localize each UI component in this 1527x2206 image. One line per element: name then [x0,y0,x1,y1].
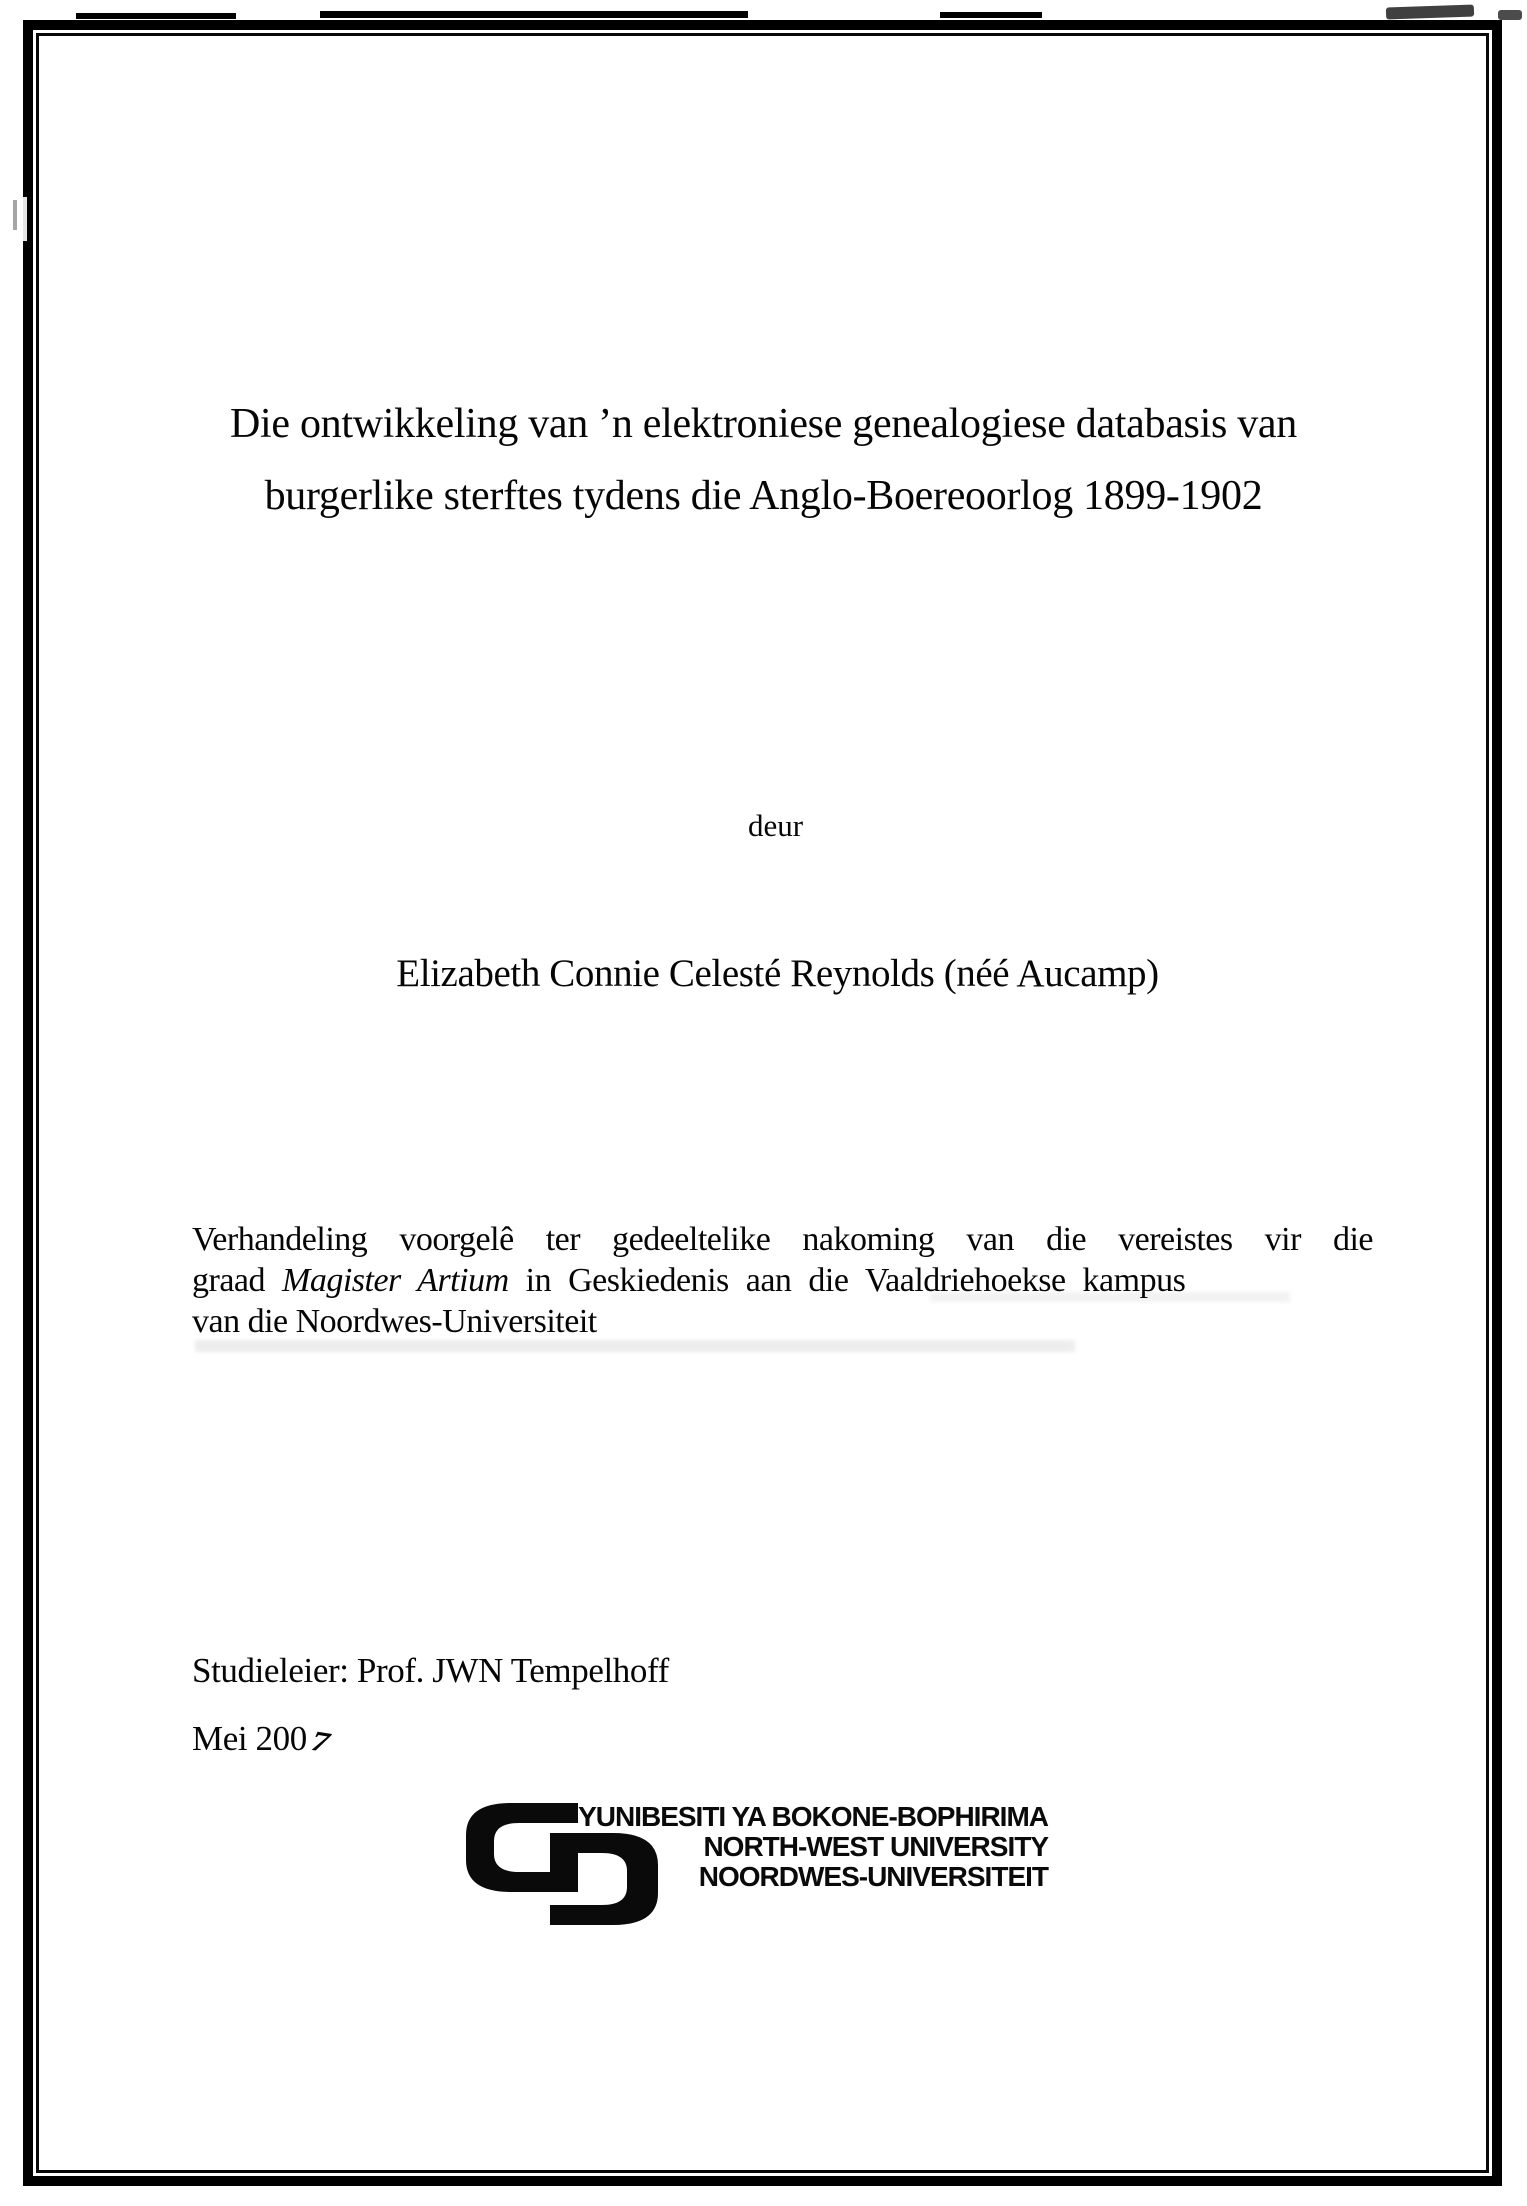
date-text: Mei 200 [192,1719,307,1758]
university-logo-text [578,1802,1048,1892]
degree-statement-line2-pre: graad [192,1262,283,1299]
date-line [192,1705,669,1773]
scan-artifact [22,197,27,241]
degree-statement [192,1219,1373,1342]
supervisor-block [192,1637,669,1773]
logo-line-english: NORTH-WEST UNIVERSITY [703,1831,1048,1862]
date-last-digit: 7 [305,1725,335,1759]
thesis-title-line-2: burgerlike sterftes tydens die Anglo-Boereoorlog 1899-1902 [264,473,1263,519]
degree-statement-line2-post: in Geskiedenis aan die Vaaldriehoekse kampus [508,1262,1186,1299]
scan-artifact [13,200,17,230]
scan-artifact [76,13,236,19]
supervisor-line: Studieleier: Prof. JWN Tempelhoff [192,1651,669,1690]
degree-statement-line-1: Verhandeling voorgelê ter gedeeltelike nakoming van die vereistes vir die [192,1221,1373,1258]
scan-artifact [1498,10,1522,20]
logo-line-setswana: YUNIBESITI YA BOKONE-BOPHIRIMA [578,1801,1048,1832]
scan-artifact [320,11,748,18]
thesis-title-line-1: Die ontwikkeling van ’n elektroniese genealogiese databasis van [230,401,1297,447]
scan-artifact [940,12,1042,18]
degree-statement-line-2 [192,1260,1373,1301]
degree-statement-line-3: van die Noordwes-Universiteit [192,1303,597,1340]
scan-artifact [1386,4,1474,19]
degree-name-italic: Magister Artium [282,1262,509,1299]
logo-line-afrikaans: NOORDWES-UNIVERSITEIT [698,1861,1048,1892]
thesis-title [97,388,1430,532]
byline-deur: deur [747,808,804,843]
author-name: Elizabeth Connie Celesté Reynolds (néé Aucamp) [396,952,1159,995]
